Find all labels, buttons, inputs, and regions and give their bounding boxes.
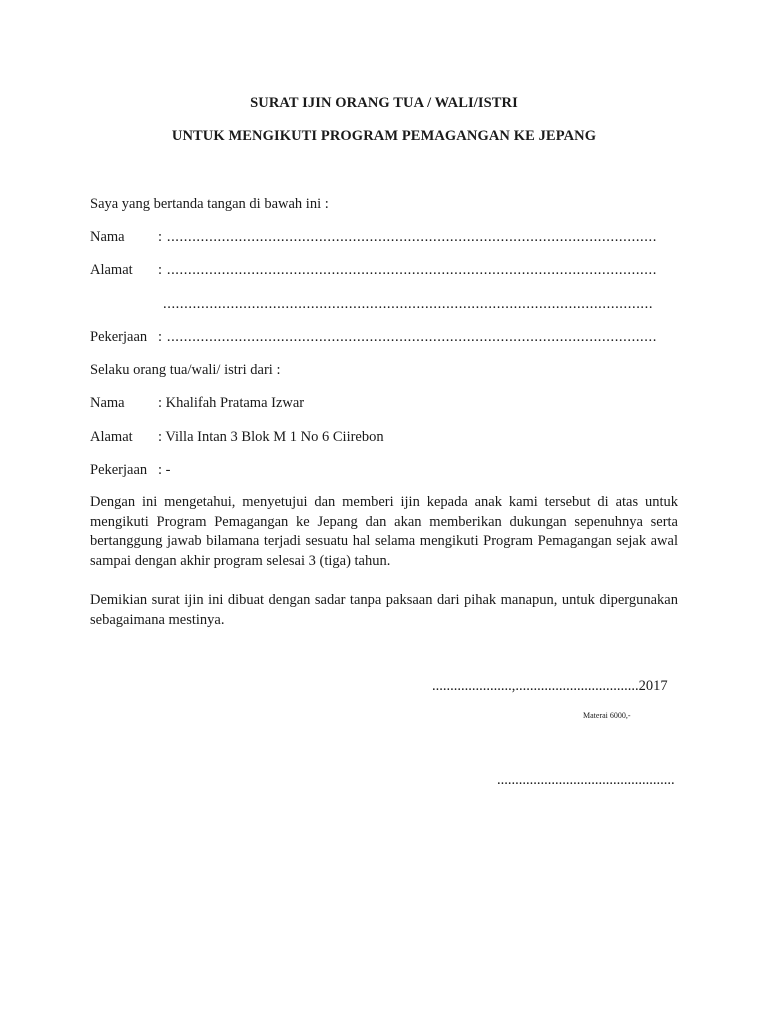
date-line: ......................,..................................2017 [432,678,668,694]
child-alamat-label: Alamat [90,429,133,445]
child-alamat-value: : Villa Intan 3 Blok M 1 No 6 Ciirebon [158,429,384,445]
letter-subtitle: UNTUK MENGIKUTI PROGRAM PEMAGANGAN KE JEPANG [171,128,597,144]
signer-alamat-continuation: .................................................................................................................... [163,296,654,312]
child-pekerjaan-value: : - [158,462,171,478]
signer-pekerjaan-label: Pekerjaan [90,329,148,345]
child-pekerjaan-label: Pekerjaan [90,462,148,478]
child-nama-label: Nama [90,395,125,411]
intro-text: Saya yang bertanda tangan di bawah ini : [90,196,329,212]
child-nama-value: : Khalifah Pratama Izwar [158,395,305,411]
signer-nama-field: : .................................................................................................................... [158,229,657,245]
letter-title: SURAT IJIN ORANG TUA / WALI/ISTRI [250,95,518,111]
signer-alamat-field: : .................................................................................................................... [158,262,657,278]
consent-paragraph: Dengan ini mengetahui, menyetujui dan memberi ijin kepada anak kami tersebut di atas untuk mengikuti Program Pemagangan ke Jepang dan akan memberikan dukungan sepenuhnya serta bertanggung jawab bilamana terjadi sesuatu hal selama mengikuti Program Pemagangan sejak awal sampai dengan akhir program selesai 3 (tiga) tahun. [90,494,678,569]
selaku-text: Selaku orang tua/wali/ istri dari : [90,362,281,378]
materai-label: Materai 6000,- [583,711,631,720]
signer-pekerjaan-field: : .................................................................................................................... [158,329,657,345]
signer-alamat-label: Alamat [90,262,133,278]
closing-paragraph: Demikian surat ijin ini dibuat dengan sadar tanpa paksaan dari pihak manapun, untuk dipergunakan sebagaimana mestinya. [90,592,678,628]
signature-line: ................................................. [497,772,675,788]
signer-nama-label: Nama [90,229,125,245]
